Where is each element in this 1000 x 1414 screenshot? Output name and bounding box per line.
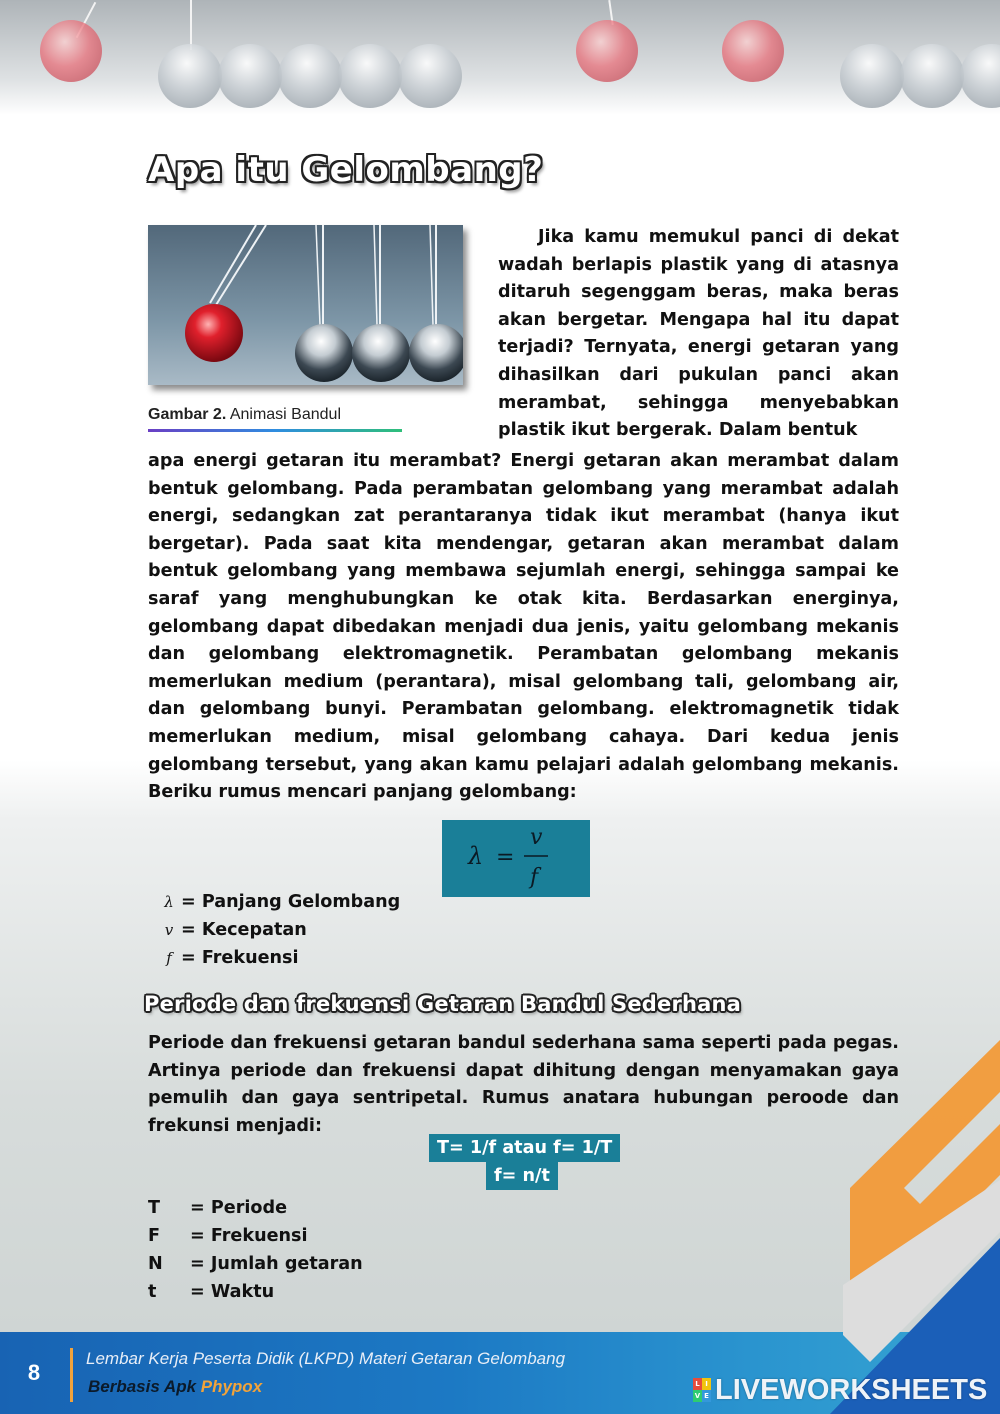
liveworksheets-wordmark: LIVEWORKSHEETS — [715, 1373, 988, 1406]
logo-letter: V — [694, 1392, 701, 1400]
footer-title: Lembar Kerja Peserta Didik (LKPD) Materi Getaran Gelombang — [86, 1349, 566, 1368]
liveworksheets-icon — [693, 1378, 711, 1402]
formula-equals: = — [496, 845, 515, 870]
definition-text: = Panjang Gelombang — [181, 892, 401, 912]
logo-letter: I — [702, 1378, 711, 1390]
variable-text: = Jumlah getaran — [190, 1254, 363, 1274]
page-title: Apa itu Gelombang? — [148, 150, 544, 190]
period-frequency-formula: T= 1/f atau f= 1/T — [429, 1134, 620, 1162]
page-number: 8 — [27, 1360, 41, 1385]
intro-paragraph-part2: apa energi getaran itu merambat? Energi getaran akan merambat dalam bentuk gelombang. Pada perambatan gelombang yang merambat adalah energi, sedangkan zat perantaranya tidak ikut merambat (hanya ikut bergetar). Pada saat kita mendengar, getaran akan merambat dalam bentuk gelombang yang membawa sejumlah energi, sehingga sampai ke saraf yang menghubungkan ke otak kita. Berdasarkan energinya, gelombang dapat dibedakan menjadi dua jenis, yaitu gelombang mekanis dan gelombang elektromagnetik. Perambatan gelombang mekanis memerlukan medium (perantara), misal gelombang tali, gelombang air, dan gelombang bunyi. Perambatan gelombang. elektromagnetik tidak memerlukan medium, misal gelombang cahaya. Dari kedua jenis gelombang tersebut, yang akan kamu pelajari adalah gelombang mekanis. Beriku rumus mencari panjang gelombang: — [148, 451, 899, 803]
formula-lhs: λ — [468, 842, 484, 870]
definition-text: = Frekuensi — [181, 948, 299, 968]
variable-key: N — [148, 1254, 163, 1274]
variable-text: = Waktu — [190, 1282, 275, 1302]
frequency-count-formula: f= n/t — [486, 1162, 558, 1190]
formula-denominator: f — [530, 865, 539, 890]
logo-letter: L — [693, 1378, 702, 1390]
section-title: Periode dan frekuensi Getaran Bandul Sederhana — [144, 992, 742, 1016]
variable-text: = Frekuensi — [190, 1226, 308, 1246]
variable-key: F — [148, 1226, 161, 1246]
figure-caption-label: Gambar 2. — [148, 406, 227, 423]
definition-symbol: v — [164, 921, 174, 939]
intro-paragraph-part1-text: Jika kamu memukul panci di dekat wadah berlapis plastik yang di atasnya ditaruh segenggam beras, maka beras akan bergetar. Mengapa hal itu dapat terjadi? Ternyata, energi getaran yang dihasilkan dari pukulan panci akan merambat, sehingga menyebabkan plastik ikut bergerak. Dalam bentuk — [498, 227, 899, 441]
footer-divider — [70, 1348, 73, 1402]
footer-subtitle — [88, 1377, 262, 1397]
definition-text: = Kecepatan — [181, 920, 307, 940]
variable-key: t — [148, 1282, 157, 1302]
formula-numerator: v — [530, 825, 543, 850]
section-paragraph: Periode dan frekuensi getaran bandul sederhana sama seperti pada pegas. Artinya periode dan frekuensi dapat dihitung dengan menyamakan gaya pemulih dan gaya sentripetal. Rumus anatara hubungan peroode dan frekunsi menjadi: — [148, 1033, 899, 1136]
variable-key: T — [148, 1198, 161, 1218]
liveworksheets-logo[interactable] — [693, 1374, 987, 1406]
definition-symbol: f — [166, 949, 172, 967]
figure-caption-text: Animasi Bandul — [229, 406, 341, 423]
variable-text: = Periode — [190, 1198, 288, 1218]
footer-subtitle-prefix: Berbasis Apk — [88, 1377, 201, 1396]
logo-letter: E — [702, 1390, 711, 1402]
definition-symbol: λ — [164, 893, 174, 911]
footer-subtitle-accent: Phypox — [200, 1377, 263, 1396]
